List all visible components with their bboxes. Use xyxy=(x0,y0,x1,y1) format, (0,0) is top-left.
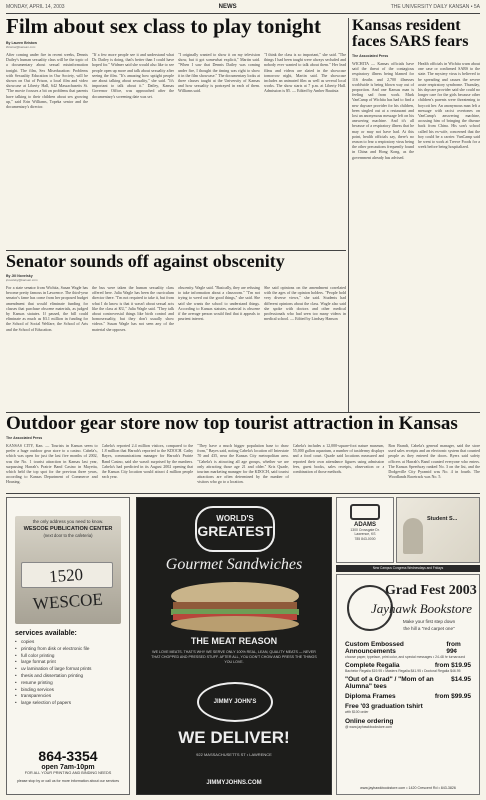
offer-desc: choose paper, typeface, print color, and special messages • 24-48 hr turnaround xyxy=(345,655,466,659)
folio-rule xyxy=(6,13,480,14)
story-column: obscenity. Wagle said. "Basically, they are refusing to take information about a classroom." "I'm not trying to weed out the good things," she said. She said she wants the school to understand things. According to Kansas statutes, material is obscene if the average person would find that it appeals to prurient interest. xyxy=(178,285,260,322)
list-item: • printing from disk or electronic file xyxy=(15,646,121,653)
story-columns xyxy=(352,61,480,431)
ad-footer: www.jayhawkbookstore.com • 1420 Crescent Rd • 843-3826 xyxy=(360,786,456,790)
story-byline-email: lbristow@kansan.com xyxy=(6,45,36,49)
sandwich-icon xyxy=(165,578,305,634)
logo-text: JIMMY JOHN'S xyxy=(213,699,257,705)
offer-price: from 99¢ xyxy=(446,641,461,655)
ad-strip: New Campus Congress Wednesdays and Fridays xyxy=(336,565,480,572)
offer-item xyxy=(345,703,471,714)
services-list xyxy=(15,639,121,707)
ad-badge-line2: GREATEST xyxy=(197,523,273,539)
list-item: • large format print xyxy=(15,659,121,666)
list-item: • thesis and dissertation printing xyxy=(15,673,121,680)
ad-badge xyxy=(195,506,275,552)
offer-label: Custom Embossed Announcements xyxy=(345,641,404,655)
ad-deliver: WE DELIVER! xyxy=(178,728,290,747)
story-column: Ron Brandt, Cabela's general manager, said the store used sales receipts and an electronic system that counted people as they entered the doors. Byers said safety officers at Harrah's Band counted everyone who enters. The Kansas Speedway ranked No. 3 on the list, and the Dodgeville City Pyramid was No. 4 in fourth. The Woodlands Racetrack was No. 5. xyxy=(388,443,480,480)
page-folio xyxy=(6,2,480,12)
adams-phone: 785 843-0000 xyxy=(354,536,376,541)
story-column: "If a few more people see it and understand what Dr. Dailey is doing, that's better than I could have hoped for." Widmer said she would also like to see people open up more and talk about sexuality after seeing the film. "It's amazing how uptight people are about talking about sexuality," she said. "It's important to talk about it." Dailey, Kansas Governor Office, was approached after the documentary's screening date was set. xyxy=(92,52,174,99)
ad-copy: WE LOVE MEATS. THAT'S WHY WE SERVE ONLY 100% REAL, LEAN, QUALITY MEATS — NEVER THAT CHOPPED AND PRESSED STUFF. AFTER ALL, YOU DON'T CHOW AND PRESS THE THINGS YOU LOVE. xyxy=(151,650,317,664)
ad-tagline: Make your first step down xyxy=(402,619,456,624)
story-headline: Kansas resident faces SARS fears xyxy=(352,18,469,50)
story-byline: The Associated Press xyxy=(352,54,389,58)
story-column: Health officials in Wichita warn about one case or confirmed SARS to the state. The mystery virus is believed to be spreading and causes the severe acute respiratory syndrome. Thursday, his daycare provider said she could no longer care for the girls because other children's parents were threatening to boycott her. An anonymous man left a message with racist overtones on VanCamp's answering machine, accusing him of bringing the disease back from China. His son's school called his ex-wife, concerned that the boy could be a carrier. VanCamp said he went to work at Treece Foods for a week before being hospitalized. xyxy=(418,61,480,150)
list-item: • uv lamination of large format prints xyxy=(15,666,121,673)
ad-headline: THE MEAT REASON xyxy=(190,636,278,646)
story-column: After coming under fire in recent weeks, Dennis Dailey's human sexuality class will be the topic of a documentary about sexual misinformation tonight. The film, Sex Miseducation: Problems with Sexuality Education in Our Society, will be shown on Out of Prison, a local film and video showcase at Liberty Hall, 642 Massachusetts St. "The movie focuses a bit on problems that parents have talking to their children about sex growing up," said Erin Williams, Topeka senior and the documentary's director. xyxy=(6,52,88,110)
adams-name: ADAMS xyxy=(354,522,376,528)
story-headline: Outdoor gear store now top tourist attraction in Kansas xyxy=(6,414,458,434)
ad-student[interactable] xyxy=(396,497,480,563)
offer-label: Online ordering xyxy=(345,717,394,725)
list-item: • full color printing xyxy=(15,653,121,660)
story-columns xyxy=(6,443,480,490)
list-item: • large selection of papers xyxy=(15,700,121,707)
ad-badge-line1: WORLD'S xyxy=(216,514,254,523)
story-divider xyxy=(6,412,480,413)
story-byline: By Jill Novelsky xyxy=(6,274,33,278)
ad-services xyxy=(15,630,121,707)
jimmy-johns-logo xyxy=(197,682,273,722)
offer-label: Diploma Frames xyxy=(345,693,396,701)
services-title: services available: xyxy=(15,630,77,637)
ad-adams[interactable] xyxy=(336,497,394,563)
story-column: KANSAS CITY, Kan. — Tourists in Kansas seem to prefer a huge outdoor gear store to a casino. Cabela's, which was open for just the last five months of 2002, was the No. 1 tourist attraction in Kansas last year, surpassing Harrah's Prairie Band Casino in Mayetta, which held the top spot for the previous three years, according to Kansas Department of Commerce and Housing. xyxy=(6,443,98,485)
story-column: "I think the class is so important," she said. "The things I had been taught were always secluded and nobody ever wanted to talk about them." Her lead films and videos are slated in the showcase tomorrow night, Martin said. The showcase includes an animated film as well as several local works. The show starts at 7 p.m. at Liberty Hall. Admission is $5. — Edited by Amber Bautista xyxy=(264,52,346,94)
story-headline: Film about sex class to play tonight xyxy=(6,16,322,38)
story-column: For a state senator from Wichita, Susan Wagle has become pretty famous in Lawrence. The third-year senator's fame has come from her proposed budget amendment that would eliminate funding for classes that purchase obscene materials, as judged by Kansas statutes. If passed, the bill could eliminate as much as $3.1 million in funding for the School of Social Welfare, the School of Arts and the School of Education. xyxy=(6,285,88,332)
offer-desc: @ www.jayhawkbookstore.com xyxy=(345,724,392,729)
story-column: "They have a much bigger population base to draw from," Bayes said, noting Cabela's location off Interstate 70 and 435, near the Kansas City metropolitan area. "Cabela's is attracting all age groups, whether we are only attracting those age 21 and older." Kris Quade, tourism marketing manager for the KDOCH, said tourist attractions are often determined by the number of visitors who go to a location. xyxy=(197,443,289,485)
grad-fest-title: Grad Fest 2003 xyxy=(385,583,477,598)
adams-logo-icon xyxy=(350,504,380,520)
offer-price: from $99.95 xyxy=(434,693,471,701)
ad-subtitle: Gourmet Sandwiches xyxy=(165,556,303,573)
folio-date: MONDAY, APRIL 14, 2003 xyxy=(6,4,65,10)
offer-desc: Bachelor Regalia $19.95 • Masters Regalia $41.95 • Doctoral Regalia $46.95 xyxy=(345,669,461,674)
list-item: • copies xyxy=(15,639,121,646)
story-byline: By Lauren Bristow xyxy=(6,41,37,45)
phone-number: 864-3354 xyxy=(38,748,98,764)
offer-item xyxy=(345,676,471,690)
story-divider xyxy=(6,250,346,251)
ad-website[interactable]: JIMMYJOHNS.COM xyxy=(206,780,262,786)
folio-section: NEWS xyxy=(218,4,237,10)
offer-label: Free '03 graduation tshirt xyxy=(345,703,423,711)
column-rule xyxy=(348,18,349,412)
story-columns xyxy=(6,285,346,412)
story-senator-obscenity xyxy=(6,252,346,412)
offer-price: $14.95 xyxy=(451,676,471,684)
list-item: • transparencies xyxy=(15,693,121,700)
ad-jimmy-johns[interactable] xyxy=(136,497,332,795)
offer-price: from $19.95 xyxy=(434,662,471,670)
story-headline: Senator sounds off against obscenity xyxy=(6,252,285,271)
ad-tagline: the only address you need to know. xyxy=(32,519,104,524)
offer-item xyxy=(345,693,471,700)
room-sign-text: 1520 WESCOE xyxy=(32,564,104,614)
story-cabelas-tourist xyxy=(6,414,480,490)
hours-note: FOR ALL YOUR PRINTING AND BINDING NEEDS xyxy=(24,771,112,775)
offer-item xyxy=(345,641,471,659)
story-film-sex-class xyxy=(6,16,346,249)
offer-item[interactable] xyxy=(345,718,471,729)
story-columns xyxy=(6,52,346,247)
list-item: • binding services xyxy=(15,687,121,694)
adams-address-line: Lawrence, KS xyxy=(354,532,376,537)
story-column: WICHITA — Kansas officials have said the threat of the contagious respiratory illness being blamed for 116 deaths and 2,700 illnesses worldwide is being blown way out of proportion. And one Kansas man is feeling sad from work. Mark VanCamp of Wichita has had to find a new daycare provider for his children, been singled out at a restaurant and lost an anonymous message left on his answering machine. And it's all because of a respiratory illness that he may or may not have had. At this point, health officials say, there's no reason to fear a respiratory virus being the other precautions frequently found in China and Hong Kong, as the government already has advised. xyxy=(352,61,414,160)
story-sars-fears xyxy=(352,18,480,433)
folio-masthead: THE UNIVERSITY DAILY KANSAN • 5A xyxy=(390,4,480,10)
student-ad-title: Student S... xyxy=(427,516,458,522)
offer-item xyxy=(345,662,471,673)
story-column: the bus were taken the human sexuality class offered here. Julia Wagle has been the curriculum director there. "I'm not required to take it, but from what I do know is that it wasn't about sexual acts like the class at KU," Julia Wagle said. "They talk about controversial things like birth control and homosexuality, but they don't usually show videos." Susan Wagle has not seen any of the material she opposes. xyxy=(92,285,174,332)
offer-label: Complete Regalia xyxy=(345,662,400,670)
ad-address: 922 MASSACHUSETTS ST • LAWRENCE xyxy=(196,752,272,757)
ad-tagline: the hill a "red carpet one" xyxy=(403,626,455,631)
offers-list xyxy=(345,641,471,732)
store-name: Jayhawk Bookstore xyxy=(371,601,472,616)
ad-brand: WESCOE PUBLICATION CENTER xyxy=(23,526,113,532)
story-column: She said opinions on the amendment correlated with the ages of the opinion holders. "People hold very diverse views," she said. Students had different opinions about the class. Wagle also said she spoke with doctors and other medical professionals who had seen too many videos in medical school. — Edited by Lindsay Hanson xyxy=(264,285,346,322)
story-column: Cabela's reported 2.4 million visitors, compared to the 1.8 million that Harrah's reported to the KDOCH. Cathy Bayes, communications manager for Harrah's Prairie Band Casino, said she wasn't surprised by the numbers. Cabela's had predicted in its August 2002 opening that the Kansas City location would attract 4 million people each year. xyxy=(101,443,194,480)
story-column: "I originally wanted to show it on my television show, but it got somewhat explicit," Martin said. "When I saw that Dennis Dailey was coming under fire, I thought the timing was right to show it in the film showcase." The documentary looks at three classes taught at the University of Kansas and how sexuality is portrayed in each of them. Williams said. xyxy=(178,52,260,94)
person-silhouette-icon xyxy=(403,518,423,554)
offer-label: "Out of a Grad" / "Mom of an Alumna" tees xyxy=(345,676,434,691)
ad-footnote: please stop by or call us for more information about our services xyxy=(16,779,120,783)
ad-photo xyxy=(15,516,121,624)
story-column: Cabela's includes a 12,000-square-foot nature museum, 55,000 gallon aquarium, a number of taxidermy displays and a food court. Quade said locations measured and reported their own attendance figures using admission fees, guest books, sales receipts, observation or a combination of those methods. xyxy=(292,443,385,475)
ad-subbrand: (next door to the cafeteria) xyxy=(43,533,93,538)
story-byline: The Associated Press xyxy=(6,436,43,440)
ad-divider xyxy=(6,493,480,494)
list-item: • resume printing xyxy=(15,680,121,687)
hours: open 7am-10pm xyxy=(41,764,95,771)
ad-jayhawk-bookstore[interactable] xyxy=(336,574,480,795)
ad-contact xyxy=(7,748,129,783)
ad-wescoe-publication-center[interactable] xyxy=(6,497,130,795)
room-sign xyxy=(21,562,113,614)
story-byline-email: jnovelsky@kansan.com xyxy=(6,278,38,282)
offer-desc: with $100 order xyxy=(345,710,369,715)
adams-address-line: 1300 Crossgate Dr. xyxy=(350,528,380,532)
